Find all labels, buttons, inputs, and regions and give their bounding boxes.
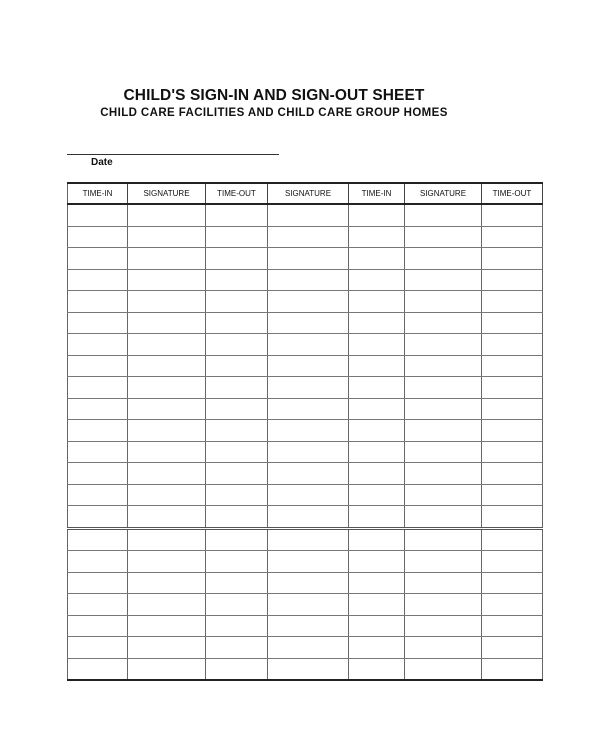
- page-subtitle: CHILD CARE FACILITIES AND CHILD CARE GROUP HOMES: [100, 107, 448, 119]
- date-label: Date: [91, 157, 113, 168]
- time-out-cell[interactable]: [482, 484, 543, 506]
- time-out-cell[interactable]: [482, 226, 543, 248]
- signature-cell[interactable]: [128, 355, 206, 377]
- time-out-cell[interactable]: [206, 572, 268, 594]
- time-in-cell[interactable]: [68, 355, 128, 377]
- signature-cell[interactable]: [268, 484, 349, 506]
- table-row: [68, 334, 543, 356]
- time-out-cell[interactable]: [206, 637, 268, 659]
- time-out-cell[interactable]: [206, 312, 268, 334]
- table-row: [68, 441, 543, 463]
- table-row: [68, 463, 543, 485]
- table-row: [68, 615, 543, 637]
- signature-cell[interactable]: [405, 637, 482, 659]
- signature-cell[interactable]: [268, 551, 349, 573]
- time-out-cell[interactable]: [482, 551, 543, 573]
- signature-cell[interactable]: [128, 291, 206, 313]
- time-out-cell[interactable]: [206, 463, 268, 485]
- time-in-cell[interactable]: [68, 398, 128, 420]
- signature-cell[interactable]: [405, 441, 482, 463]
- signature-cell[interactable]: [268, 377, 349, 399]
- signature-cell[interactable]: [405, 463, 482, 485]
- time-out-cell[interactable]: [482, 334, 543, 356]
- signature-cell[interactable]: [405, 615, 482, 637]
- column-header-time-in: TIME-IN: [349, 183, 405, 204]
- time-out-cell[interactable]: [206, 506, 268, 529]
- time-in-cell[interactable]: [349, 291, 405, 313]
- time-out-cell[interactable]: [482, 420, 543, 442]
- table-row: [68, 291, 543, 313]
- time-in-cell[interactable]: [349, 420, 405, 442]
- table-row: [68, 420, 543, 442]
- signature-cell[interactable]: [268, 355, 349, 377]
- signature-cell[interactable]: [128, 248, 206, 270]
- signature-cell[interactable]: [405, 594, 482, 616]
- signature-cell[interactable]: [128, 637, 206, 659]
- time-out-cell[interactable]: [206, 615, 268, 637]
- signature-cell[interactable]: [128, 226, 206, 248]
- time-in-cell[interactable]: [349, 551, 405, 573]
- time-out-cell[interactable]: [206, 291, 268, 313]
- signature-cell[interactable]: [268, 226, 349, 248]
- table-row: [68, 377, 543, 399]
- signature-cell[interactable]: [128, 463, 206, 485]
- time-in-cell[interactable]: [68, 658, 128, 680]
- signature-cell[interactable]: [405, 484, 482, 506]
- signature-cell[interactable]: [405, 226, 482, 248]
- time-in-cell[interactable]: [68, 420, 128, 442]
- signature-cell[interactable]: [128, 528, 206, 551]
- time-in-cell[interactable]: [349, 615, 405, 637]
- sign-in-out-table: [67, 182, 543, 681]
- time-out-cell[interactable]: [206, 334, 268, 356]
- signature-cell[interactable]: [268, 204, 349, 226]
- time-in-cell[interactable]: [349, 226, 405, 248]
- signature-cell[interactable]: [268, 312, 349, 334]
- signature-cell[interactable]: [405, 506, 482, 529]
- signature-cell[interactable]: [405, 312, 482, 334]
- time-out-cell[interactable]: [482, 269, 543, 291]
- signature-cell[interactable]: [405, 398, 482, 420]
- signature-cell[interactable]: [268, 441, 349, 463]
- signature-cell[interactable]: [128, 572, 206, 594]
- time-in-cell[interactable]: [68, 484, 128, 506]
- time-out-cell[interactable]: [206, 484, 268, 506]
- time-in-cell[interactable]: [68, 334, 128, 356]
- table-row: [68, 551, 543, 573]
- signature-cell[interactable]: [405, 269, 482, 291]
- table-row: [68, 248, 543, 270]
- column-header-signature: SIGNATURE: [405, 183, 482, 204]
- time-in-cell[interactable]: [68, 572, 128, 594]
- time-in-cell[interactable]: [349, 355, 405, 377]
- column-header-time-out: TIME-OUT: [206, 183, 268, 204]
- time-in-cell[interactable]: [349, 248, 405, 270]
- signature-cell[interactable]: [268, 594, 349, 616]
- table-row: [68, 484, 543, 506]
- signature-cell[interactable]: [405, 420, 482, 442]
- signature-cell[interactable]: [128, 312, 206, 334]
- signature-cell[interactable]: [268, 506, 349, 529]
- time-in-cell[interactable]: [349, 594, 405, 616]
- table-row: [68, 658, 543, 680]
- signature-cell[interactable]: [268, 658, 349, 680]
- column-header-signature: SIGNATURE: [128, 183, 206, 204]
- table-row: [68, 269, 543, 291]
- time-in-cell[interactable]: [68, 226, 128, 248]
- time-in-cell[interactable]: [349, 377, 405, 399]
- table-row: [68, 637, 543, 659]
- time-in-cell[interactable]: [68, 248, 128, 270]
- signature-cell[interactable]: [128, 484, 206, 506]
- time-out-cell[interactable]: [482, 312, 543, 334]
- time-out-cell[interactable]: [482, 594, 543, 616]
- time-in-cell[interactable]: [68, 528, 128, 551]
- signature-cell[interactable]: [268, 572, 349, 594]
- time-out-cell[interactable]: [482, 355, 543, 377]
- column-header-signature: SIGNATURE: [268, 183, 349, 204]
- signature-cell[interactable]: [268, 528, 349, 551]
- time-out-cell[interactable]: [206, 269, 268, 291]
- time-out-cell[interactable]: [482, 398, 543, 420]
- table-row: [68, 204, 543, 226]
- time-in-cell[interactable]: [68, 312, 128, 334]
- time-out-cell[interactable]: [206, 420, 268, 442]
- time-in-cell[interactable]: [349, 506, 405, 529]
- time-out-cell[interactable]: [206, 398, 268, 420]
- time-out-cell[interactable]: [206, 594, 268, 616]
- time-in-cell[interactable]: [68, 637, 128, 659]
- time-out-cell[interactable]: [482, 615, 543, 637]
- signature-cell[interactable]: [128, 377, 206, 399]
- table-row: [68, 226, 543, 248]
- time-out-cell[interactable]: [206, 355, 268, 377]
- time-in-cell[interactable]: [349, 528, 405, 551]
- table-row: [68, 355, 543, 377]
- time-in-cell[interactable]: [68, 441, 128, 463]
- time-out-cell[interactable]: [482, 248, 543, 270]
- time-in-cell[interactable]: [68, 615, 128, 637]
- signature-cell[interactable]: [128, 551, 206, 573]
- time-out-cell[interactable]: [206, 226, 268, 248]
- time-in-cell[interactable]: [349, 204, 405, 226]
- time-out-cell[interactable]: [206, 204, 268, 226]
- time-out-cell[interactable]: [206, 528, 268, 551]
- time-in-cell[interactable]: [68, 291, 128, 313]
- time-out-cell[interactable]: [206, 248, 268, 270]
- time-in-cell[interactable]: [349, 463, 405, 485]
- table-row: [68, 506, 543, 529]
- signature-cell[interactable]: [405, 572, 482, 594]
- signature-cell[interactable]: [128, 420, 206, 442]
- table-row: [68, 594, 543, 616]
- time-out-cell[interactable]: [482, 506, 543, 529]
- table-row: [68, 312, 543, 334]
- time-in-cell[interactable]: [349, 441, 405, 463]
- signature-cell[interactable]: [268, 291, 349, 313]
- time-in-cell[interactable]: [68, 506, 128, 529]
- column-header-time-out: TIME-OUT: [482, 183, 543, 204]
- time-out-cell[interactable]: [482, 528, 543, 551]
- time-in-cell[interactable]: [68, 204, 128, 226]
- time-out-cell[interactable]: [206, 441, 268, 463]
- time-in-cell[interactable]: [349, 269, 405, 291]
- time-out-cell[interactable]: [206, 551, 268, 573]
- signature-cell[interactable]: [268, 420, 349, 442]
- signature-cell[interactable]: [128, 594, 206, 616]
- signature-cell[interactable]: [405, 528, 482, 551]
- time-in-cell[interactable]: [349, 484, 405, 506]
- time-out-cell[interactable]: [482, 572, 543, 594]
- time-out-cell[interactable]: [482, 658, 543, 680]
- page-title: CHILD'S SIGN-IN AND SIGN-OUT SHEET: [123, 87, 425, 104]
- time-out-cell[interactable]: [206, 377, 268, 399]
- signature-cell[interactable]: [268, 398, 349, 420]
- signature-cell[interactable]: [128, 658, 206, 680]
- table-row: [68, 528, 543, 551]
- time-out-cell[interactable]: [482, 441, 543, 463]
- time-out-cell[interactable]: [206, 658, 268, 680]
- signature-cell[interactable]: [128, 334, 206, 356]
- signature-cell[interactable]: [268, 615, 349, 637]
- time-in-cell[interactable]: [68, 594, 128, 616]
- signature-cell[interactable]: [405, 355, 482, 377]
- time-in-cell[interactable]: [349, 658, 405, 680]
- column-header-time-in: TIME-IN: [68, 183, 128, 204]
- time-out-cell[interactable]: [482, 377, 543, 399]
- signature-cell[interactable]: [268, 269, 349, 291]
- signature-cell[interactable]: [405, 334, 482, 356]
- table-row: [68, 398, 543, 420]
- signature-cell[interactable]: [405, 291, 482, 313]
- time-in-cell[interactable]: [68, 551, 128, 573]
- signature-cell[interactable]: [128, 506, 206, 529]
- time-out-cell[interactable]: [482, 291, 543, 313]
- time-in-cell[interactable]: [349, 312, 405, 334]
- time-in-cell[interactable]: [68, 269, 128, 291]
- header-row: [68, 183, 543, 204]
- signature-cell[interactable]: [405, 551, 482, 573]
- signature-cell[interactable]: [405, 248, 482, 270]
- time-in-cell[interactable]: [68, 377, 128, 399]
- signature-cell[interactable]: [268, 637, 349, 659]
- signature-cell[interactable]: [128, 269, 206, 291]
- signature-cell[interactable]: [268, 248, 349, 270]
- time-in-cell[interactable]: [349, 637, 405, 659]
- signature-cell[interactable]: [128, 615, 206, 637]
- signature-cell[interactable]: [405, 658, 482, 680]
- time-in-cell[interactable]: [68, 463, 128, 485]
- time-out-cell[interactable]: [482, 463, 543, 485]
- date-input-line[interactable]: [67, 154, 279, 155]
- signature-cell[interactable]: [405, 377, 482, 399]
- signature-cell[interactable]: [128, 398, 206, 420]
- time-in-cell[interactable]: [349, 398, 405, 420]
- signature-cell[interactable]: [128, 441, 206, 463]
- time-in-cell[interactable]: [349, 572, 405, 594]
- signature-cell[interactable]: [268, 463, 349, 485]
- signature-cell[interactable]: [128, 204, 206, 226]
- signature-cell[interactable]: [268, 334, 349, 356]
- time-in-cell[interactable]: [349, 334, 405, 356]
- signature-cell[interactable]: [405, 204, 482, 226]
- time-out-cell[interactable]: [482, 637, 543, 659]
- time-out-cell[interactable]: [482, 204, 543, 226]
- table-row: [68, 572, 543, 594]
